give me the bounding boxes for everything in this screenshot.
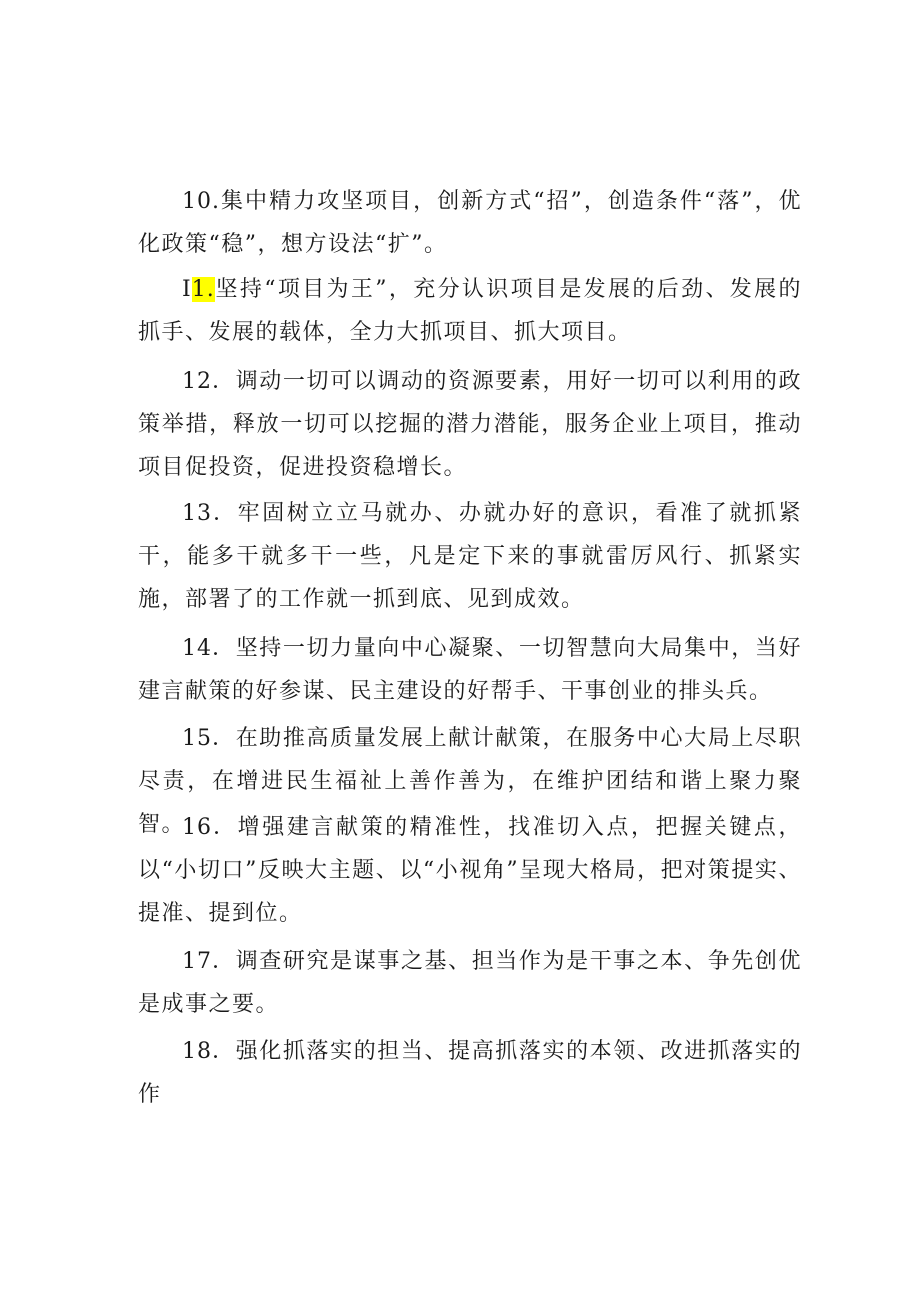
paragraph-number: 17	[182, 949, 212, 974]
paragraph-text: ．增强建言献策的精准性，找准切入点，把握关键点，以“小切口”反映大主题、以“小视角”呈现大格局，把对策提实、提准、提到位。	[138, 815, 802, 926]
paragraph-text: .集中精力攻坚项目，创新方式“招”，创造条件“落”，优化政策“稳”，想方设法“扩”。	[138, 189, 802, 257]
paragraph-number: 14	[182, 636, 212, 661]
paragraph-17	[138, 940, 802, 1026]
paragraph-text: ．在助推高质量发展上献计献策，在服务中心大局上尽职尽责，在增进民生福祉上善作善为，在维护团结和谐上聚力聚智。	[138, 726, 802, 837]
highlighted-paragraph-number: 1.	[191, 277, 215, 302]
paragraph-text: 坚持“项目为王”，充分认识项目是发展的后劲、发展的抓手、发展的载体，全力大抓项目、抓大项目。	[138, 277, 802, 345]
paragraph-16	[138, 806, 802, 935]
paragraph-text: ．坚持一切力量向中心凝聚、一切智慧向大局集中，当好建言献策的好参谋、民主建设的好帮手、干事创业的排头兵。	[138, 636, 802, 704]
paragraph-18	[138, 1030, 802, 1116]
paragraph-11	[138, 268, 802, 354]
paragraph-number: 15	[182, 726, 212, 751]
paragraph-number: 16	[182, 815, 212, 840]
paragraph-number: 12	[182, 369, 212, 394]
paragraph-number: 13	[182, 501, 212, 526]
paragraph-text: ．调动一切可以调动的资源要素，用好一切可以利用的政策举措，释放一切可以挖掘的潜力潜能，服务企业上项目，推动项目促投资，促进投资稳增长。	[138, 369, 802, 480]
paragraph-12	[138, 360, 802, 489]
paragraph-10	[138, 180, 802, 266]
paragraph-13	[138, 492, 802, 621]
paragraph-text: ．调查研究是谋事之基、担当作为是干事之本、争先创优是成事之要。	[138, 949, 802, 1017]
paragraph-text: ．强化抓落实的担当、提高抓落实的本领、改进抓落实的作	[138, 1039, 802, 1107]
paragraph-14	[138, 627, 802, 713]
paragraph-text: ．牢固树立立马就办、办就办好的意识，看准了就抓紧干，能多干就多干一些，凡是定下来的事就雷厉风行、抓紧实施，部署了的工作就一抓到底、见到成效。	[138, 501, 802, 612]
paragraph-number: 10	[182, 189, 212, 214]
paragraph-number: 18	[182, 1039, 212, 1064]
paragraph-number-prefix: I	[182, 277, 192, 302]
